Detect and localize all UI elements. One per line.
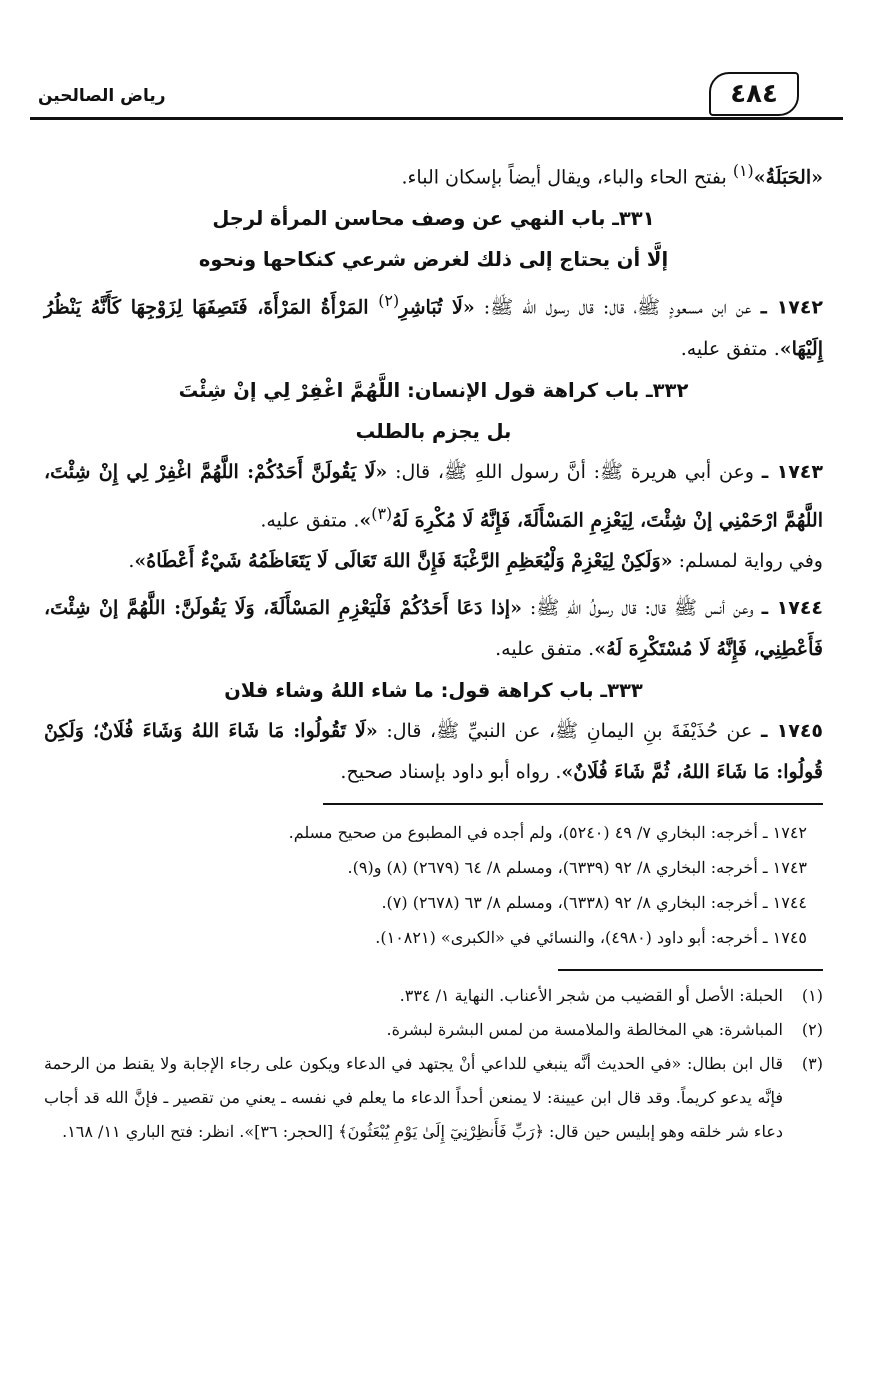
footnote: [44, 1047, 823, 1149]
hadith-narration: وعن أنس ﷺ قال: قال رسولُ اللهِ ﷺ:: [521, 596, 762, 619]
takhrij-item: ١٧٤٥ ـ أخرجه: أبو داود (٤٩٨٠)، والنسائي في «الكبرى» (١٠٨٢١).: [375, 927, 807, 947]
hadith-number: ١٧٤٢ ـ: [760, 296, 824, 319]
footnote-text: المباشرة: هي المخالطة والملامسة من لمس البشرة لبشرة.: [386, 1019, 783, 1039]
hadith-quote: «إذا دَعَا أَحَدُكُمْ فَلْيَعْزِمِ المَسْأَلَةَ، وَلَا يَقُولَنَّ: اللَّهُمَّ إنْ شِئْتَ، فَأَعْطِنِي، فَإِنَّهُ لَا مُسْتَكْرِهَ لَهُ»: [44, 596, 823, 660]
hadith-quote: «لَا يَقُولَنَّ أَحَدُكُمْ: اللَّهُمَّ اغْفِرْ لِي إِنْ شِئْتَ، اللَّهُمَّ ارْحَمْنِي إنْ شِئْتَ، لِيَعْزِمِ المَسْأَلَةَ، فَإِنَّهُ لَا مُكْرِهَ لَهُ: [44, 460, 823, 531]
hadith-quote-close: »: [359, 508, 372, 531]
chapter-332-subtitle: بل يجزم بالطلب: [355, 419, 512, 443]
intro-term: «الحَبَلَةُ»: [753, 166, 823, 189]
footnote-ref-2[interactable]: (٢): [378, 291, 400, 311]
header-rule: [30, 117, 843, 120]
chapter-333-title: ٣٣٣ـ باب كراهة قول: ما شاء اللهُ وشاء فلان: [224, 678, 643, 702]
hadith-number: ١٧٤٥ ـ: [760, 719, 824, 742]
footnote-number: (١): [801, 985, 823, 1005]
page-header: [30, 70, 843, 120]
hadith-1745: [44, 711, 823, 793]
hadith-narration: عن حُذَيْفَةَ بنِ اليمانِ ﷺ، عن النبيِّ ﷺ، قال:: [377, 719, 761, 742]
footnote: [44, 1013, 823, 1047]
footnote-text: الحبلة: الأصل أو القضيب من شجر الأعناب. النهاية ١/ ٣٣٤.: [399, 985, 783, 1005]
hadith-1742: [44, 280, 823, 369]
footnote: [44, 979, 823, 1013]
footnote-ref-3[interactable]: (٣): [371, 503, 393, 523]
hadith-quote-cont: المَرْأَةُ المَرْأَةَ، فَتَصِفَهَا لِزَوْجِهَا كَأَنَّهُ يَنْظُرُ إِلَيْهَا»: [44, 296, 823, 360]
muslim-narration: [44, 541, 823, 582]
footnote-number: (٢): [801, 1019, 823, 1039]
narration-end: .: [128, 549, 135, 572]
takhrij-list: [44, 815, 823, 955]
hadith-grading: . متفق عليه.: [260, 508, 360, 531]
hadith-narration: عن ابن مسعودٍ ﷺ، قال: قال رسول الله ﷺ:: [474, 296, 761, 319]
footnotes: [44, 979, 823, 1149]
sources-divider: [323, 803, 823, 805]
takhrij-item: ١٧٤٣ ـ أخرجه: البخاري ٨/ ٩٢ (٦٣٣٩)، ومسلم ٨/ ٦٤ (٢٦٧٩) (٨) و(٩).: [347, 857, 807, 877]
takhrij-item: ١٧٤٤ ـ أخرجه: البخاري ٨/ ٩٢ (٦٣٣٨)، ومسلم ٨/ ٦٣ (٢٦٧٨) (٧).: [381, 892, 807, 912]
hadith-quote: «لَا تُبَاشِرِ: [399, 296, 475, 319]
intro-text: بفتح الحاء والباء، ويقال أيضاً بإسكان الباء.: [401, 166, 733, 189]
chapter-331-subtitle: إلَّا أن يحتاج إلى ذلك لغرض شرعي كنكاحها ونحوه: [198, 248, 669, 272]
hadith-number: ١٧٤٣ ـ: [761, 460, 823, 483]
hadith-narration: وعن أبي هريرة ﷺ: أنَّ رسول اللهِ ﷺ، قال:: [387, 460, 762, 483]
narration-intro: وفي رواية لمسلم:: [672, 549, 823, 572]
chapter-331-title: ٣٣١ـ باب النهي عن وصف محاسن المرأة لرجل: [212, 207, 655, 231]
hadith-number: ١٧٤٤ ـ: [761, 596, 824, 619]
footnote-text: قال ابن بطال: «في الحديث أنَّه ينبغي للداعي أنْ يجتهد في الدعاء ويكون على رجاء الإجابة ولا يقنط من الرحمة فإنَّه يدعو كريماً. وقد قال ابن عيينة: لا يمنعن أحداً الدعاء ما يعلم في نفسه ـ يعني من تقصير ـ فإنَّ الله قد أجاب دعاء شر خلقه وهو إبليس حين قال: ﴿رَبِّ فَأَنظِرْنِيٓ إِلَىٰ يَوْمِ يُبْعَثُونَ﴾ [الحجر: ٣٦]». انظر: فتح الباري ١١/ ١٦٨.: [44, 1053, 783, 1141]
hadith-grading: . رواه أبو داود بإسناد صحيح.: [340, 760, 562, 783]
hadith-1743: [44, 452, 823, 541]
intro-paragraph: [44, 150, 823, 198]
page-number: ٤٨٤: [709, 72, 799, 116]
takhrij-item: ١٧٤٢ ـ أخرجه: البخاري ٧/ ٤٩ (٥٢٤٠)، ولم أجده في المطبوع من صحيح مسلم.: [288, 822, 807, 842]
narration-quote: «وَلَكِنْ لِيَعْزِمْ وَلْيُعَظِمِ الرَّغْبَةَ فَإِنَّ اللهَ تَعَالَى لَا يَتَعَاظَمُهُ شَيْءٌ أَعْطَاهُ»: [134, 549, 673, 572]
hadith-grading: . متفق عليه.: [680, 337, 780, 360]
footnotes-divider: [558, 969, 823, 971]
hadith-quote: «لَا تَقُولُوا: مَا شَاءَ اللهُ وَشَاءَ فُلَانٌ؛ وَلَكِنْ قُولُوا: مَا شَاءَ اللهُ، ثُمَّ شَاءَ فُلَانٌ»: [44, 719, 823, 783]
footnote-number: (٣): [801, 1053, 823, 1073]
running-title: رياض الصالحين: [38, 86, 166, 106]
hadith-1744: [44, 588, 823, 670]
hadith-grading: . متفق عليه.: [495, 637, 595, 660]
footnote-ref-1[interactable]: (١): [732, 161, 754, 180]
chapter-332-title: ٣٣٢ـ باب كراهة قول الإنسان: اللَّهُمَّ اغْفِرْ لِي إنْ شِئْتَ: [178, 378, 689, 402]
page-body: [44, 150, 823, 1149]
